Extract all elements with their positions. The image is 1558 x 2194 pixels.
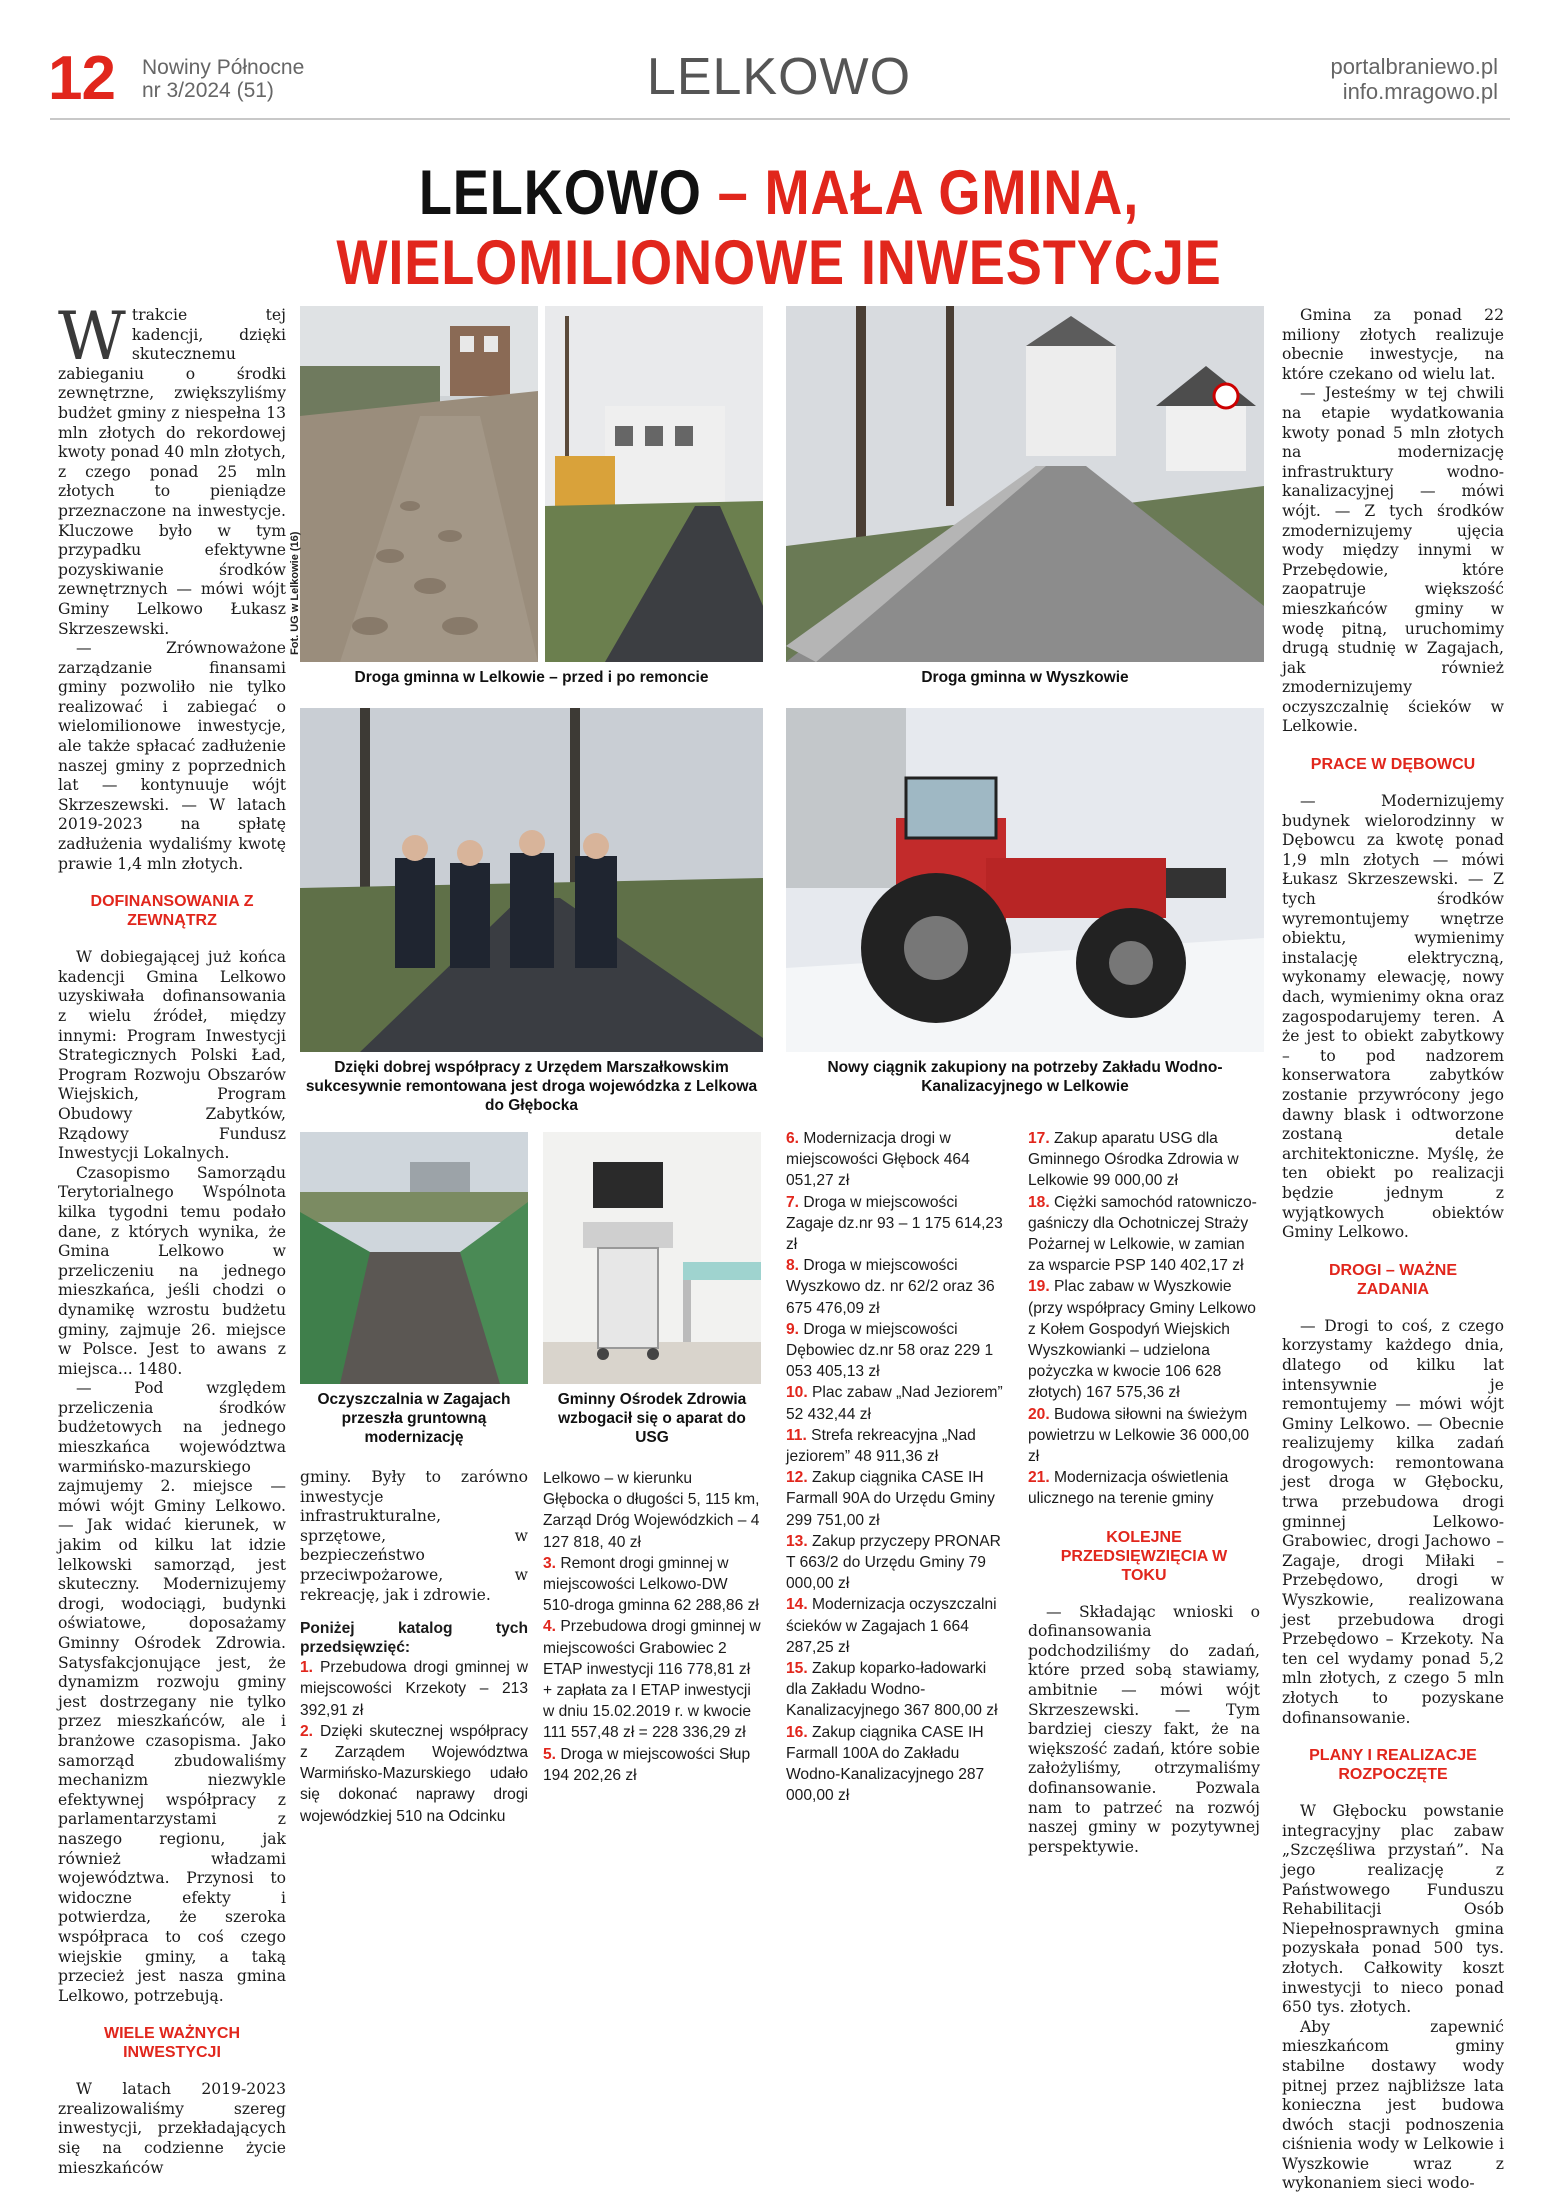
list-item: 15. Zakup koparko-ładowarki dla Zakładu Wodno-Kanalizacyjnego 367 800,00 zł: [786, 1660, 998, 1720]
list-item: 5. Droga w miejscowości Słup 194 202,26 zł: [543, 1745, 751, 1784]
paragraph: — Modernizujemy budynek wielorodzinny w Dębowcu za kwotę ponad 1,9 mln złotych — mówi Łukasz Skrzeszewski. — Z tych środków wyremontujemy wnętrze obiektu, wymienimy instalację elektryczną, wykonamy elewację, nowy dach, wymienimy okna oraz zagospodarujemy teren. A że jest to obiekt zabytkowy – to pod nadzorem konserwatora zabytków zostanie przywrócony jego dawny blask i odtworzone zostaną detale architektoniczne. Myślę, że ten obiekt po realizacji będzie jednym z wyjątkowych obiektów Gminy Lelkowo.: [1282, 792, 1504, 1242]
list-item: 10. Plac zabaw „Nad Jeziorem” 52 432,44 zł: [786, 1384, 1003, 1423]
investment-list-part-2: [543, 1468, 761, 1786]
paper-name: Nowiny Północne: [142, 56, 305, 79]
list-item: 4. Przebudowa drogi gminnej w miejscowości Grabowiec 2 ETAP inwestycji 116 778,81 zł + zapłata za I ETAP inwestycji w dniu 15.02.2019 r. w kwocie 111 557,48 zł = 228 336,29 zł: [543, 1618, 761, 1742]
subheading-plans: PLANY I REALIZACJE ROZPOCZĘTE: [1309, 1747, 1477, 1784]
subheading-roads: DROGI – WAŻNE ZADANIA: [1328, 1261, 1457, 1298]
paragraph: — Zrównoważone zarządzanie finansami gminy pozwoliło nie tylko realizować i zabiegać o wielomilionowe inwestycje, ale także spłacać zadłużenie naszej gminy z poprzednich lat — kontynuuje wójt Skrzeszewski. — W latach 2019-2023 na spłatę zadłużenia wydaliśmy kwotę prawie 1,4 mln złotych.: [58, 639, 286, 873]
caption-road-wyszkowo: Droga gminna w Wyszkowie: [921, 669, 1129, 686]
caption-usg: Gminny Ośrodek Zdrowia wzbogacił się o aparat do USG: [557, 1391, 747, 1446]
paragraph: — Pod względem przeliczenia środków budżetowych na jednego mieszkańca województwa warmińsko-mazurskiego zajmujemy 2. miejsce — mówi wójt Gminy Lelkowo. — Jak widać kierunek, w jakim od kilku lat idzie lelkowski samorząd, jest skuteczny. Modernizujemy drogi, wodociągi, budynki oświatowe, doposażamy Gminny Ośrodek Zdrowia. Satysfakcjonujące jest, że dynamizm rozwoju gminy jest dostrzegany nie tylko przez mieszkańców, ale i branżowe czasopisma. Jako samorząd zbudowaliśmy mechanizm niezwykle efektywnej współpracy z parlamentarzystami z naszego regionu, jak również władzami województwa. Przynosi to widoczne efekty i potwierdza, że szeroka współpraca to coś czego wiejskie gminy, a taką przecież jest nasza gmina Lelkowo, potrzebują.: [58, 1379, 286, 2005]
photo-road-before: [300, 306, 538, 662]
list-item: 18. Ciężki samochód ratowniczo-gaśniczy dla Ochotniczej Straży Pożarnej w Lelkowie, w zamian za wsparcie PSP 140 402,17 zł: [1028, 1193, 1257, 1275]
text-column-5: [1028, 1128, 1260, 1857]
page-number: 12: [48, 44, 115, 113]
portal-link-braniewo[interactable]: portalbraniewo.pl: [1330, 54, 1498, 79]
photo-officials-on-road: [300, 708, 763, 1052]
paragraph: — Jesteśmy w tej chwili na etapie wydatkowania kwoty ponad 5 mln złotych na modernizację infrastruktury wodno-kanalizacyjnej — mówi wójt. — Z tych środków zmodernizujemy ujęcia wody między innymi w Przebędowie, które zaopatruje większość mieszkańców gminy w wodę pitną, uruchomimy drugą studnię w Zagajach, jak również zmodernizujemy oczyszczalnię ścieków w Lelkowie.: [1282, 384, 1504, 736]
list-item: 9. Droga w miejscowości Dębowiec dz.nr 58 oraz 229 1 053 405,13 zł: [786, 1320, 994, 1381]
subheading-next-projects: KOLEJNE PRZEDSIĘWZIĘCIA W TOKU: [1060, 1528, 1228, 1584]
photo-usg-device: [543, 1132, 761, 1384]
photo-road-wyszkowo: [786, 306, 1264, 662]
text-column-6: [1282, 306, 1504, 2194]
subheading-funding: DOFINANSOWANIA Z ZEWNĄTRZ: [90, 893, 254, 930]
list-item: 21. Modernizacja oświetlenia ulicznego na terenie gminy: [1028, 1469, 1229, 1508]
text-column-2: [300, 1468, 528, 1827]
paragraph: W Głębocku powstanie integracyjny plac zabaw „Szczęśliwa przystań”. Na jego realizację z Państwowego Funduszu Rehabilitacji Osób Niepełnosprawnych gmina pozyskała ponad 500 tys. złotych. Całkowity koszt inwestycji to nieco ponad 650 tys. złotych.: [1282, 1802, 1504, 2017]
paragraph: Gmina za ponad 22 miliony złotych realizuje obecnie inwestycje, na które czekano od wielu lat.: [1282, 306, 1504, 383]
header-divider: [50, 118, 1510, 120]
paragraph: gminy. Były to zarówno inwestycje infrastrukturalne, sprzętowe, w bezpieczeństwo przeciwpożarowe, w rekreację, jak i zdrowie.: [300, 1468, 528, 1604]
photo-tractor: [786, 708, 1264, 1052]
list-item: 12. Zakup ciągnika CASE IH Farmall 90A do Urzędu Gminy 299 751,00 zł: [786, 1469, 995, 1529]
list-item: 19. Plac zabaw w Wyszkowie (przy współpracy Gminy Lelkowo z Kołem Gospodyń Wiejskich Wyszkowianki – udzielona pożyczka w kwocie 106 628 złotych) 167 575,36 zł: [1028, 1278, 1256, 1402]
catalog-heading: Poniżej katalog tych przedsięwzięć:: [300, 1620, 528, 1657]
paragraph: Czasopismo Samorządu Terytorialnego Wspólnota kilka tygodni temu podało dane, z których wynika, że Gmina Lelkowo w przeliczeniu na jednego mieszkańca, jeśli chodzi o dynamikę wzrostu budżetu gminy, zajmuje 26. miejsce w Polsce. Jest to awans z miejsca... 1480.: [58, 1163, 286, 1378]
text-column-1: [58, 298, 286, 2178]
investment-list-part-4: [1028, 1128, 1260, 1510]
photo-road-after: [545, 306, 763, 662]
section-title: LELKOWO: [646, 48, 912, 106]
list-item: 16. Zakup ciągnika CASE IH Farmall 100A do Zakładu Wodno-Kanalizacyjnego 287 000,00 zł: [786, 1723, 985, 1805]
article-headline: [109, 158, 1449, 298]
list-item: 13. Zakup przyczepy PRONAR T 663/2 do Urzędu Gminy 79 000,00 zł: [786, 1532, 1001, 1593]
caption-road-lelkowo: Droga gminna w Lelkowie – przed i po remoncie: [354, 669, 709, 686]
drop-cap: W: [58, 298, 126, 375]
list-item: 11. Strefa rekreacyjna „Nad jeziorem” 48 911,36 zł: [786, 1426, 976, 1466]
list-item: 14. Modernizacja oczyszczalni ścieków w Zagajach 1 664 287,25 zł: [786, 1596, 997, 1656]
list-item: 7. Droga w miejscowości Zagaje dz.nr 93 – 1 175 614,23 zł: [786, 1193, 1003, 1254]
paragraph: — Składając wnioski o dofinansowania podchodziliśmy do zadań, które przed sobą stawiamy, ambitnie — mówi wójt Skrzeszewski. — Tym bardziej cieszy fakt, że na większość zadań, które sobie założyliśmy, otrzymaliśmy dofinansowanie. Pozwala nam to patrzeć na rozwój naszej gminy w pozytywnej perspektywie.: [1028, 1602, 1260, 1856]
headline-line-2: WIELOMILIONOWE INWESTYCJE: [336, 228, 1222, 298]
investment-list-part-3: [786, 1128, 1008, 1807]
list-item: 8. Droga w miejscowości Wyszkowo dz. nr 62/2 oraz 36 675 476,09 zł: [786, 1257, 995, 1317]
paragraph: W latach 2019-2023 zrealizowaliśmy szereg inwestycji, przekładających się na codzienne życie mieszkańców: [58, 2080, 286, 2177]
paragraph: W dobiegającej już końca kadencji Gmina Lelkowo uzyskiwała dofinansowania z wielu źródeł, między innymi: Program Inwestycji Strategicznych Polski Ład, Program Rozwoju Obszarów Wiejskich, Program Obudowy Zabytków, Rządowy Fundusz Inwestycji Lokalnych.: [58, 948, 286, 1163]
photo-credit: Fot. UG w Lelkowie (16): [289, 531, 301, 655]
headline-red-part: – MAŁA GMINA,: [701, 158, 1140, 228]
subheading-debowiec: PRACE W DĘBOWCU: [1310, 756, 1476, 774]
list-item: 3. Remont drogi gminnej w miejscowości Lelkowo-DW 510-droga gminna 62 288,86 zł: [543, 1554, 759, 1615]
list-item: 17. Zakup aparatu USG dla Gminnego Ośrodka Zdrowia w Lelkowie 99 000,00 zł: [1028, 1130, 1239, 1190]
paragraph: — Drogi to coś, z czego korzystamy każdego dnia, dlatego od kilku lat intensywnie je remontujemy — mówi wójt Gminy Lelkowo. — Obecnie realizujemy kilka zadań drogowych: remontowana jest droga w Głębocku, trwa przebudowa drogi gminnej Lelkowo-Grabowiec, drogi Jachowo – Zagaje, drogi Miłaki – Przebędowo, drogi w Wyszkowie, realizowana jest przebudowa drogi Przebędowo – Krzekoty. Na ten cel wydamy ponad 5,2 mln złotych, z czego 5 mln złotych to pozyskane dofinansowanie.: [1282, 1316, 1504, 1727]
caption-treatment-plant: Oczyszczalnia w Zagajach przeszła gruntowną modernizację: [317, 1391, 511, 1446]
paper-issue: nr 3/2024 (51): [142, 79, 274, 102]
headline-black-part: LELKOWO: [418, 158, 702, 228]
list-item: 1. Przebudowa drogi gminnej w miejscowości Krzekoty – 213 392,91 zł: [300, 1659, 528, 1719]
subheading-investments: WIELE WAŻNYCH INWESTYCJI: [104, 2025, 240, 2062]
list-item: 20. Budowa siłowni na świeżym powietrzu w Lelkowie 36 000,00 zł: [1028, 1405, 1250, 1466]
photo-treatment-plant: [300, 1132, 528, 1384]
paragraph: Aby zapewnić mieszkańcom gminy stabilne dostawy wody pitnej przez najbliższe lata konieczna jest budowa dwóch stacji podnoszenia ciśnienia wody w Lelkowie i Wyszkowie wraz z wykonaniem sieci wodo-: [1282, 2017, 1504, 2193]
list-item: 2. Dzięki skutecznej współpracy z Zarządem Województwa Warmińsko-Mazurskiego udało się dokonać naprawy drogi wojewódzkiej 510 na Odcinku: [300, 1722, 528, 1825]
intro-paragraph: trakcie tej kadencji, dzięki skutecznemu zabieganiu o środki zewnętrzne, zwiększyliśmy budżet gminy z niespełna 13 mln złotych do rekordowej kwoty ponad 40 mln złotych, z czego ponad 25 mln złotych to pieniądze przeznaczone na inwestycje. Kluczowe było w tym przypadku efektywne pozyskiwanie środków zewnętrznych — mówi wójt Gminy Lelkowo Łukasz Skrzeszewski.: [58, 306, 286, 638]
caption-tractor: Nowy ciągnik zakupiony na potrzeby Zakładu Wodno-Kanalizacyjnego w Lelkowie: [827, 1059, 1223, 1095]
list-item-continued: Lelkowo – w kierunku Głębocka o długości 5, 115 km, Zarząd Dróg Wojewódzkich – 4 127 818, 40 zł: [543, 1470, 760, 1551]
caption-officials: Dzięki dobrej współpracy z Urzędem Marszałkowskim sukcesywnie remontowana jest droga wojewódzka z Lelkowa do Głębocka: [305, 1059, 758, 1114]
investment-list-part-1: [300, 1657, 528, 1827]
portal-link-mragowo[interactable]: info.mragowo.pl: [1342, 79, 1498, 104]
portal-links: [1330, 54, 1498, 104]
list-item: 6. Modernizacja drogi w miejscowości Głębock 464 051,27 zł: [786, 1130, 970, 1190]
